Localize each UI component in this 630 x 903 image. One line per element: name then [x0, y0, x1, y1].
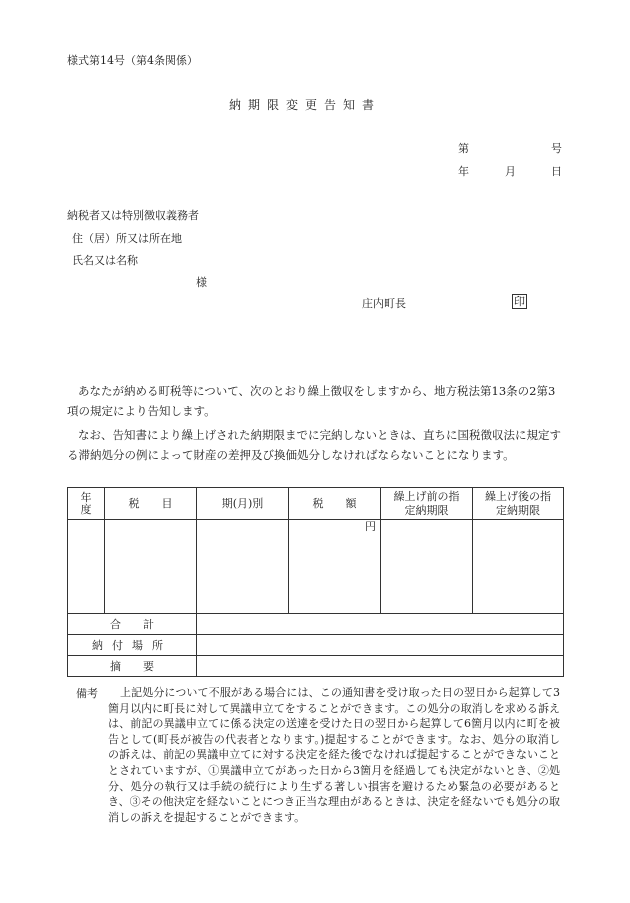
header-period: 期(月)別 [197, 488, 289, 520]
body-paragraph-2: なお、告知書により繰上げされた納期限までに完納しないときは、直ちに国税徴収法に規定する滞納処分の例によって財産の差押及び換価処分しなければならないことになります。 [67, 428, 561, 462]
name-label: 氏名又は名称 [72, 254, 138, 267]
cell-period [197, 520, 289, 614]
header-tax-item: 税 目 [105, 488, 197, 520]
header-amount: 税 額 [289, 488, 381, 520]
total-label: 合 計 [68, 614, 197, 635]
total-value [197, 614, 564, 635]
cell-after [473, 520, 564, 614]
number-suffix: 号 [551, 142, 562, 155]
cell-amount [289, 520, 381, 614]
recipient-heading: 納税者又は特別徴収義務者 [67, 209, 199, 222]
header-after: 繰上げ後の指定納期限 [473, 488, 564, 520]
date-year: 年 [458, 165, 469, 178]
body-paragraph-1: あなたが納める町税等について、次のとおり繰上徴収をしますから、地方税法第13条の2第3項の規定により告知します。 [67, 384, 556, 418]
summary-label: 摘 要 [68, 656, 197, 677]
cell-year [68, 520, 105, 614]
note-text: 上記処分について不服がある場合には、この通知書を受け取った日の翌日から起算して3箇月以内に町長に対して異議申立てをすることができます。この処分の取消しを求める訴えは、前記の異議申立てに係る決定の送達を受けた日の翌日から起算して6箇月以内に町を被告として(町長が被告の代表者となります。)提起することができます。なお、処分の取消しの訴えは、前記の異議申立てに対する決定を経た後でなければ提起することができないこととされていますが、①異議申立てがあった日から3箇月を経過しても決定がないとき、②処分、処分の執行又は手続の続行により生ずる著しい損害を避けるため緊急の必要があるとき、③その他決定を経ないことにつき正当な理由があるときは、決定を経ないでも処分の取消しの訴えを提起することができます。 [108, 686, 560, 824]
cell-tax-item [105, 520, 197, 614]
payment-place-row [68, 635, 564, 656]
number-prefix: 第 [458, 142, 469, 155]
form-number: 様式第14号（第4条関係） [67, 54, 198, 67]
total-row [68, 614, 564, 635]
payment-place-value [197, 635, 564, 656]
currency-unit: 円 [365, 520, 376, 533]
header-before: 繰上げ前の指定納期限 [381, 488, 473, 520]
seal-mark: 印 [514, 295, 525, 308]
date-month: 月 [505, 165, 516, 178]
cell-before [381, 520, 473, 614]
date-day: 日 [551, 165, 562, 178]
issuer-title: 庄内町長 [362, 297, 406, 310]
document-title: 納期限変更告知書 [229, 98, 382, 112]
summary-row [68, 656, 564, 677]
header-year: 年度 [68, 488, 105, 520]
note-label: 備考 [76, 687, 98, 700]
table-body-row [68, 520, 564, 614]
table-header-row [68, 488, 564, 520]
payment-place-label: 納付場所 [68, 635, 197, 656]
honorific: 様 [196, 276, 207, 289]
tax-table [67, 487, 564, 677]
summary-value [197, 656, 564, 677]
address-label: 住（居）所又は所在地 [72, 232, 182, 245]
